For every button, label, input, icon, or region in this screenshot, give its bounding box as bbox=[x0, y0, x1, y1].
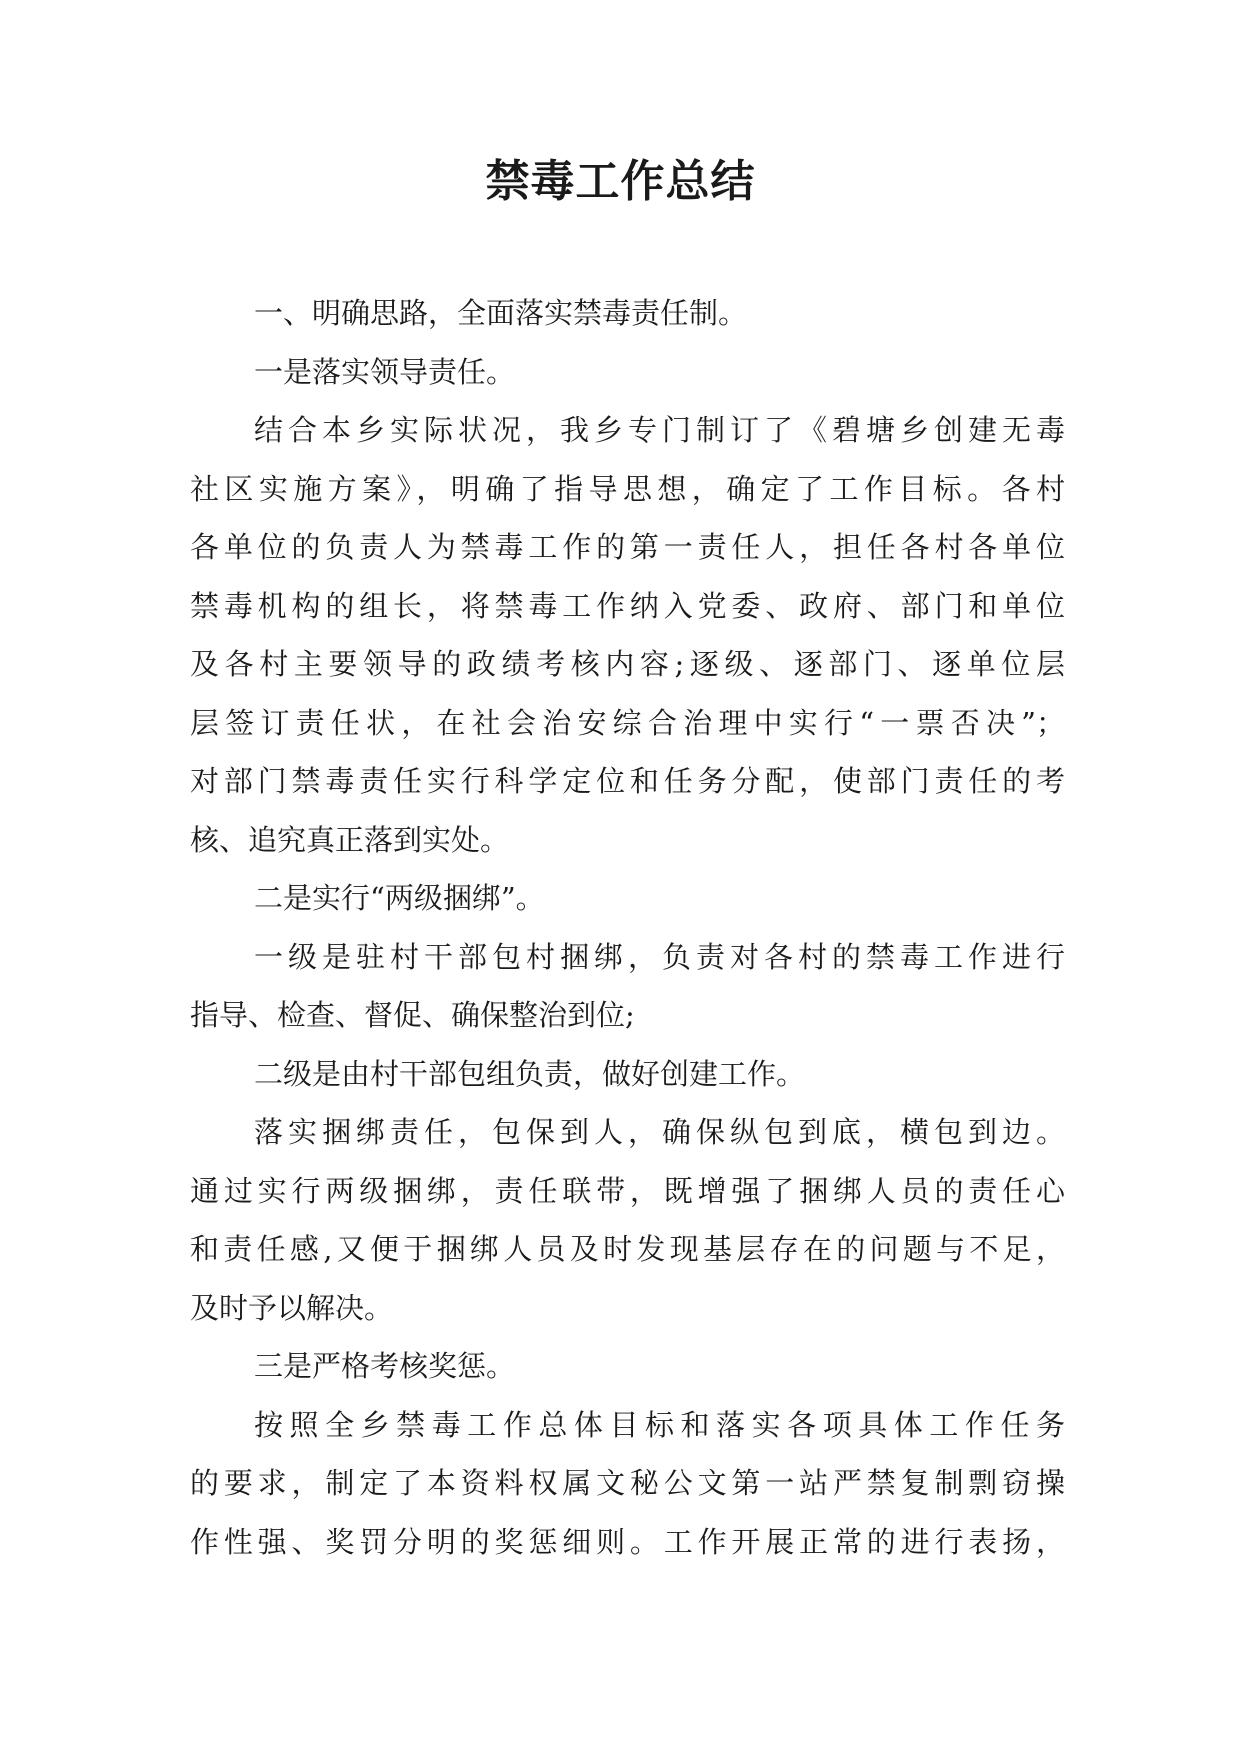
text-line: 结合本乡实际状况，我乡专门制订了《碧塘乡创建无毒 bbox=[254, 413, 1065, 447]
text-line: 禁毒机构的组长，将禁毒工作纳入党委、政府、部门和单位 bbox=[190, 588, 1065, 623]
text-line: 二级是由村干部包组负责，做好创建工作。 bbox=[254, 1056, 806, 1091]
text-line: 的要求，制定了本资料权属文秘公文第一站严禁复制剽窃操 bbox=[190, 1466, 1065, 1500]
text-line: 落实捆绑责任，包保到人，确保纵包到底，横包到边。 bbox=[254, 1115, 1065, 1149]
text-line: 一、明确思路，全面落实禁毒责任制。 bbox=[254, 296, 748, 330]
text-line: 二是实行“两级捆绑”。 bbox=[254, 881, 545, 915]
text-line: 对部门禁毒责任实行科学定位和任务分配，使部门责任的考 bbox=[190, 764, 1065, 798]
text-line: 三是严格考核奖惩。 bbox=[254, 1349, 516, 1383]
text-line: 一级是驻村干部包村捆绑，负责对各村的禁毒工作进行 bbox=[254, 939, 1065, 974]
text-line: 一是落实领导责任。 bbox=[254, 354, 516, 389]
text-line: 各单位的负责人为禁毒工作的第一责任人，担任各村各单位 bbox=[190, 530, 1065, 564]
text-line: 作性强、奖罚分明的奖惩细则。工作开展正常的进行表扬， bbox=[190, 1524, 1065, 1559]
text-line: 及各村主要领导的政绩考核内容;逐级、逐部门、逐单位层 bbox=[190, 647, 1065, 681]
text-line: 通过实行两级捆绑，责任联带，既增强了捆绑人员的责任心 bbox=[190, 1173, 1065, 1208]
text-line: 及时予以解决。 bbox=[190, 1290, 394, 1325]
document-title: 禁毒工作总结 bbox=[485, 156, 756, 207]
document-body bbox=[190, 284, 1065, 1571]
text-line: 核、追究真正落到实处。 bbox=[190, 822, 510, 857]
text-line: 社区实施方案》，明确了指导思想，确定了工作目标。各村 bbox=[190, 471, 1065, 506]
text-line: 指导、检查、督促、确保整治到位; bbox=[190, 998, 635, 1032]
text-line: 层签订责任状，在社会治安综合治理中实行“一票否决”； bbox=[190, 705, 1065, 740]
text-line: 和责任感,又便于捆绑人员及时发现基层存在的问题与不足， bbox=[190, 1232, 1065, 1266]
text-line: 按照全乡禁毒工作总体目标和落实各项具体工作任务 bbox=[254, 1407, 1065, 1442]
